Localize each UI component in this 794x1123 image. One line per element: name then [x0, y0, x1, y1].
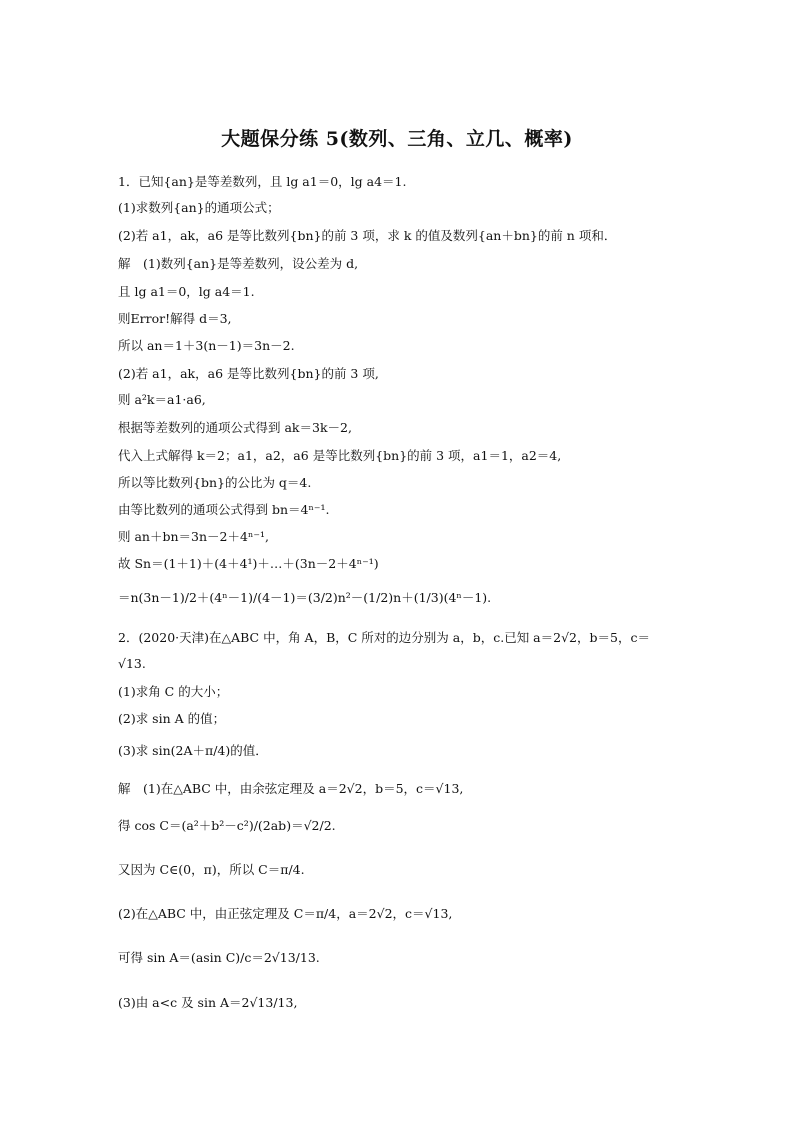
formula-line: (3)求 sin(2A＋π/4)的值． [118, 743, 268, 758]
text-line: 1．已知{an}是等差数列，且 lg a1＝0，lg a4＝1. [118, 174, 407, 189]
text-line: 所以 an＝1＋3(n－1)＝3n－2. [118, 338, 295, 353]
page-title: 大题保分练 5(数列、三角、立几、概率) [221, 128, 573, 150]
text-line: 解 (1)数列{an}是等差数列，设公差为 d, [118, 256, 359, 271]
text-line: √13. [118, 656, 146, 671]
text-line: 所以等比数列{bn}的公比为 q＝4. [118, 475, 312, 490]
text-line: 则 an＋bn＝3n－2＋4ⁿ⁻¹, [118, 529, 269, 544]
text-line: (2)求 sin A 的值； [118, 711, 226, 726]
formula-line: (3)由 a<c 及 sin A＝2√13/13, [118, 995, 298, 1010]
formula-line: 得 cos C＝(a²＋b²－c²)/(2ab)＝√2/2. [118, 818, 336, 833]
formula-line: 又因为 C∈(0，π)，所以 C＝π/4. [118, 862, 305, 877]
text-line: 根据等差数列的通项公式得到 ak＝3k－2, [118, 420, 352, 435]
text-line: 解 (1)在△ABC 中，由余弦定理及 a＝2√2，b＝5，c＝√13, [118, 781, 464, 796]
text-line: 则Error!解得 d＝3, [118, 311, 232, 326]
text-line: 代入上式解得 k＝2；a1，a2，a6 是等比数列{bn}的前 3 项，a1＝1，a2＝4, [118, 448, 562, 463]
formula-line: ＝n(3n－1)/2＋(4ⁿ－1)/(4－1)＝(3/2)n²－(1/2)n＋(1/3)(4ⁿ－1). [118, 590, 492, 605]
text-line: 故 Sn＝(1＋1)＋(4＋4¹)＋…＋(3n－2＋4ⁿ⁻¹) [118, 556, 379, 571]
text-line: 由等比数列的通项公式得到 bn＝4ⁿ⁻¹. [118, 502, 330, 517]
text-line: (2)若 a1，ak，a6 是等比数列{bn}的前 3 项，求 k 的值及数列{an＋bn}的前 n 项和． [118, 228, 617, 243]
formula-line: 可得 sin A＝(asin C)/c＝2√13/13. [118, 950, 320, 965]
text-line: 则 a²k＝a1·a6, [118, 392, 206, 407]
formula-line: (2)在△ABC 中，由正弦定理及 C＝π/4，a＝2√2，c＝√13, [118, 906, 453, 921]
text-line: (1)求数列{an}的通项公式； [118, 200, 280, 215]
text-line: 且 lg a1＝0，lg a4＝1. [118, 284, 255, 299]
text-line: 2．(2020·天津)在△ABC 中，角 A，B，C 所对的边分别为 a，b，c.已知 a＝2√2，b＝5，c＝ [118, 630, 650, 645]
text-line: (1)求角 C 的大小； [118, 684, 229, 699]
text-line: (2)若 a1，ak，a6 是等比数列{bn}的前 3 项, [118, 366, 379, 381]
